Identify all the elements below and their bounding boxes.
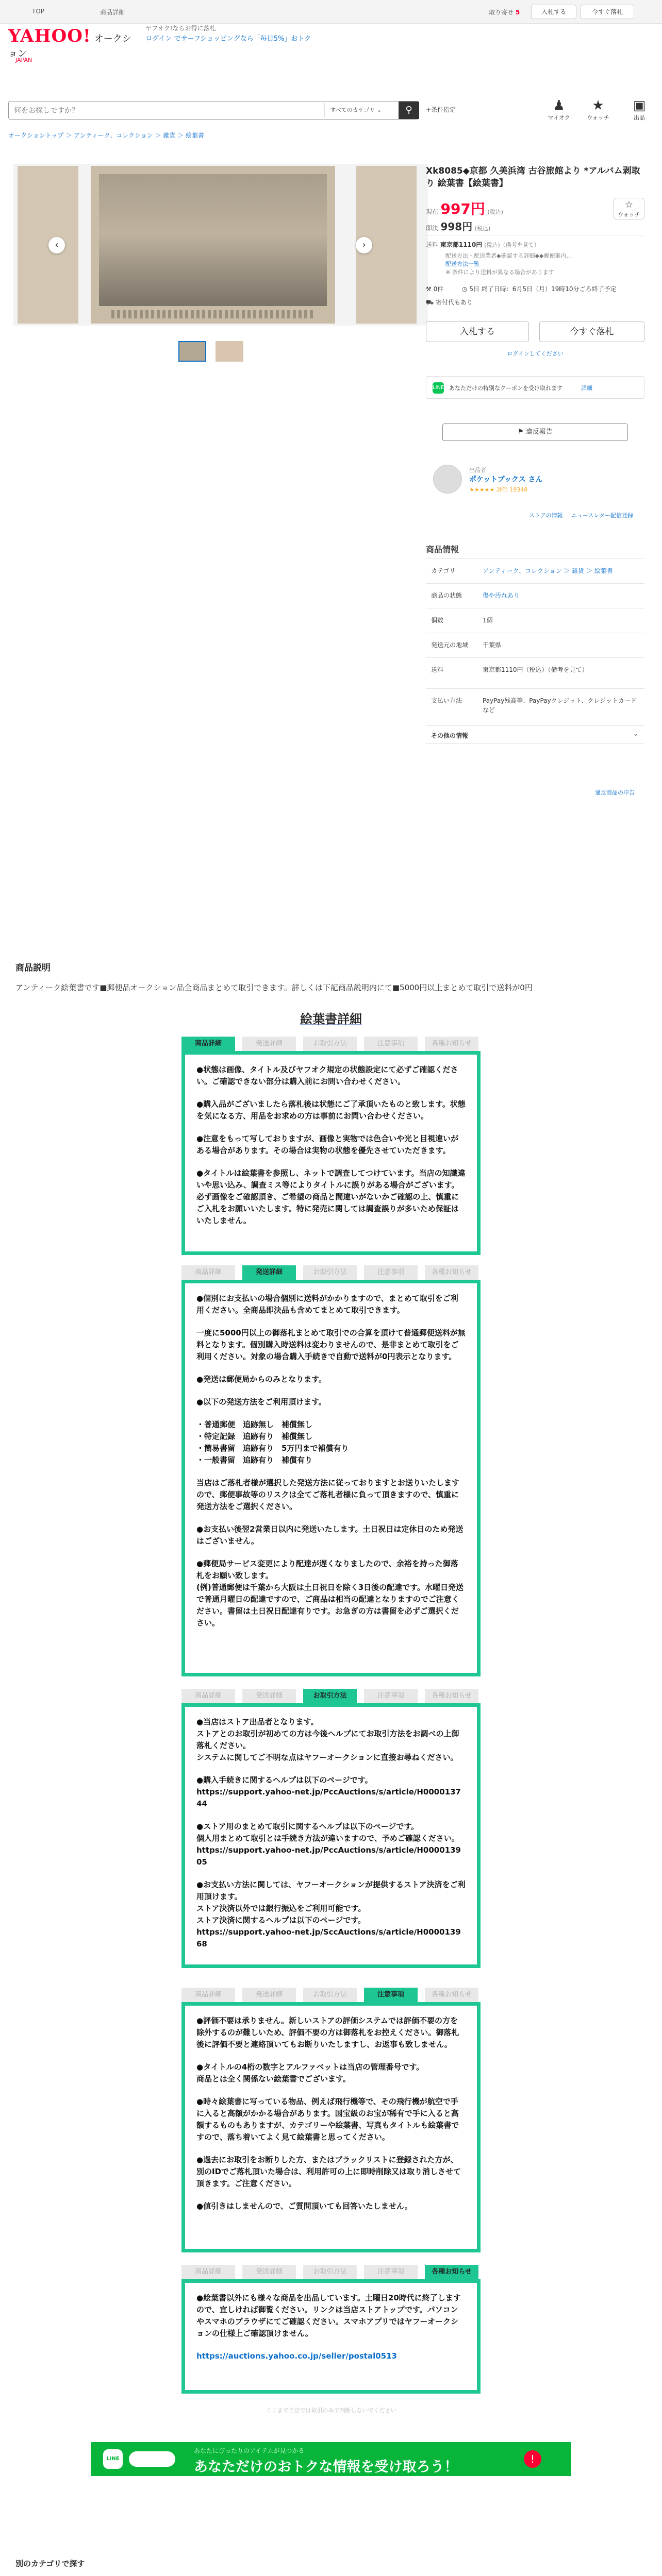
info-value: 東京都1110円（税込）（備考を見て） <box>483 666 588 673</box>
postcard-caption <box>111 310 315 318</box>
banner-line1: あなたにぴったりのアイテムが見つかる <box>194 2447 305 2454</box>
shipping-row <box>426 240 540 249</box>
seller-rating[interactable]: ★★★★★ 評価 19348 <box>469 486 528 493</box>
panel-paragraph: ●値引きはしませんので、ご質問頂いても回答いたしません。 <box>196 2201 412 2211</box>
top-bar <box>0 0 662 24</box>
time-left <box>462 284 617 293</box>
panel-paragraph: ●個別にお支払いの場合個別に送料がかかりますので、まとめて取引をご利用ください。全商品即決品も含めてまとめて取引できます。 <box>196 1294 458 1315</box>
panel-paragraph: ●購入品がございましたら落札後は状態にご了承頂いたものと致します。状態を気になる方、用品をお求めの方は事前にお問い合わせください。 <box>196 1099 466 1121</box>
product-label: 商品詳細 <box>100 9 125 16</box>
store-info-link[interactable]: ストアの情報 <box>529 512 563 519</box>
banner-exclaim: ! <box>524 2450 541 2468</box>
shipping-methods-link[interactable]: 配送方法一覧 <box>445 261 479 267</box>
logo-jp: JAPAN <box>15 57 32 63</box>
panel-paragraph: ・普通郵便 追跡無し 補償無し ・特定記録 追跡有り 補償無し ・簡易書留 追跡有り 5万円まで補償有り ・一般書留 追跡有り 補償有り <box>196 1420 349 1465</box>
shipping-from <box>426 298 473 307</box>
buyout-label: 即決 <box>426 225 439 232</box>
prev-image-preview[interactable] <box>18 166 78 324</box>
panel-paragraph: 当店はご落札者様が選択した発送方法に従っておりますとお送りいたしますので、郵便事故等のリスクは全てご落札者様に負って頂きますので、慎重に発送方法をご選択ください。 <box>196 1478 460 1511</box>
current-price-label: 現在 <box>426 208 439 215</box>
detail-title-text: 絵葉書詳細 <box>300 1012 362 1026</box>
panel-notices <box>181 2279 481 2394</box>
shipping-label: 送料 <box>426 241 439 248</box>
mypage-label: マイオク <box>548 114 570 121</box>
current-price-row <box>426 198 503 218</box>
chevron-left-icon: ‹ <box>55 240 59 250</box>
promo-banner[interactable] <box>91 2442 571 2476</box>
info-value: 1個 <box>483 617 493 624</box>
search-button[interactable] <box>399 101 419 119</box>
login-link[interactable]: ログインしてください <box>507 350 564 357</box>
panel-paragraph: 一度に5000円以上の御落札まとめて取引での合算を頂けて普通郵便送料が無料となります。個別購入時送料は変わりませんので、是非まとめて取引をご利用ください。対象の場合購入手続きで自動で送料が0円表示となります。 <box>196 1328 466 1361</box>
topbar-bid-button[interactable]: 入札する <box>531 5 576 19</box>
info-key: 支払い方法 <box>431 697 462 704</box>
info-row-category <box>426 558 644 583</box>
chevron-down-icon: ⌄ <box>376 107 382 113</box>
report-item-link[interactable]: 違反商品の申告 <box>595 789 635 796</box>
banner-line2: あなただけのおトクな情報を受け取ろう！ <box>194 2459 458 2475</box>
tab-trade[interactable]: お取引方法 <box>303 1265 357 1280</box>
seller-name[interactable]: ポケットブックス さん <box>469 476 543 484</box>
buyout-price-tax: (税込) <box>474 225 491 232</box>
current-price: 997円 <box>440 200 485 217</box>
mypage-button[interactable] <box>543 98 574 122</box>
tab-notes[interactable]: 注意事項 <box>364 1689 418 1703</box>
info-row-condition <box>426 583 644 608</box>
tab-bar <box>181 1988 481 2002</box>
tab-shipping[interactable]: 発送詳細 <box>242 1988 296 2002</box>
info-key: 発送元の地域 <box>431 641 469 649</box>
panel-paragraph: ●当店はストア出品者となります。 ストアとのお取引が初めての方は今後ヘルプにてお取引方法をお調べの上御落札ください。 システムに関してご不明な点はヤフーオークションに直接お尋ねください。 <box>196 1717 459 1762</box>
seller-card <box>426 460 644 519</box>
search-bar <box>8 101 419 120</box>
tab-shipping[interactable]: 発送詳細 <box>242 2265 296 2279</box>
panel-paragraph: ●注意をもって写しておりますが、画像と実物では色合いや光と目視違いがある場合があります。その場合は実物の状態を優先させていただきます。 <box>196 1134 459 1155</box>
info-value[interactable]: 傷や汚れあり <box>483 592 520 599</box>
shipping-value: 東京都1110円 <box>440 241 483 248</box>
tab-shipping[interactable]: 発送詳細 <box>242 1265 296 1280</box>
search-input[interactable] <box>9 101 323 119</box>
tab-notices[interactable]: 各種お知らせ <box>425 1689 478 1703</box>
panel-paragraph: ●状態は画像、タイトル及びヤフオク規定の状態設定にて必ずご確認ください。ご確認できない部分は購入前にお問い合わせください。 <box>196 1065 458 1086</box>
truck-icon: ⛟ <box>426 299 434 306</box>
info-key: 個数 <box>431 617 444 624</box>
chevron-right-icon: › <box>362 240 366 250</box>
panel-paragraph: ●発送は郵便局からのみとなります。 <box>196 1375 326 1384</box>
panel-paragraph-link[interactable]: ●ストア用のまとめて取引に関するヘルプは以下のページです。 個人用まとめて取引とは手続き方法が違いますので、予めご確認ください。 https://support.yahoo-net.jp/PccAuctions/s/article/H000013905 <box>196 1822 461 1867</box>
small-note: ここまで当店では取引のみで判断しないでください <box>266 2407 396 2414</box>
thumbnail-2[interactable] <box>216 341 243 362</box>
info-row-payment <box>426 688 644 725</box>
info-key: 送料 <box>431 666 444 673</box>
panel-paragraph: ●以下の発送方法をご利用頂けます。 <box>196 1397 326 1406</box>
gallery-prev-button[interactable] <box>48 237 65 253</box>
seller-avatar[interactable] <box>433 465 462 494</box>
panel-paragraph-link[interactable]: ●お支払い方法に関しては、ヤフーオークションが提供するストア決済をご利用頂けます。 ストア決済以外では銀行振込をご利用可能です。 ストア決済に関するヘルプは以下のページです。 https://support.yahoo-net.jp/SccAuctions/s/article/H000013968 <box>196 1880 466 1948</box>
info-value: PayPay残高等、PayPayクレジット、クレジットカードなど <box>483 697 637 714</box>
info-key: 商品の状態 <box>431 592 462 599</box>
panel-paragraph: ●過去にお取引をお断りした方、またはブラックリストに登録された方が、別のIDでご落札頂いた場合は、利用許可の上に即時削除又は取り消しさせて頂きます。ご注意ください。 <box>196 2155 461 2188</box>
breadcrumb[interactable]: オークショントップ ＞ アンティーク、コレクション ＞ 雑貨 ＞ 絵葉書 <box>8 132 204 139</box>
sell-button[interactable] <box>624 98 655 122</box>
yahoo-auction-logo[interactable] <box>8 26 132 63</box>
tab-item-detail[interactable]: 商品詳細 <box>181 1037 235 1051</box>
tab-trade[interactable]: お取引方法 <box>303 1988 357 2002</box>
bid-button[interactable]: 入札する <box>426 321 529 342</box>
report-button[interactable] <box>442 423 628 441</box>
logo-sub: オークション <box>8 33 131 59</box>
shipping-note: (税込)（備考を見て） <box>484 242 540 248</box>
info-value[interactable]: アンティーク、コレクション ＞ 雑貨 ＞ 絵葉書 <box>483 567 613 574</box>
tab-notices[interactable]: 各種お知らせ <box>425 2265 478 2279</box>
status-badge: 5 <box>515 9 520 16</box>
tab-item-detail[interactable]: 商品詳細 <box>181 2265 235 2279</box>
tab-notes[interactable]: 注意事項 <box>364 1265 418 1280</box>
flag-icon: ⚑ <box>518 428 524 436</box>
tab-trade[interactable]: お取引方法 <box>303 1689 357 1703</box>
other-info-toggle[interactable] <box>426 725 644 744</box>
top-link[interactable]: TOP <box>32 8 45 15</box>
tab-item-detail[interactable]: 商品詳細 <box>181 1988 235 2002</box>
watchlist-label: ウォッチ <box>587 114 609 121</box>
search-condition-link[interactable]: +条件指定 <box>426 106 456 113</box>
report-button-label: 違反報告 <box>525 428 553 436</box>
search-icon: ⚲ <box>405 105 412 115</box>
gallery-next-button[interactable] <box>356 237 372 253</box>
description-title: 商品説明 <box>15 963 51 973</box>
panel-trade <box>181 1703 481 1968</box>
panel-paragraph: ●タイトルの4桁の数字とアルファベットは当店の管理番号です。 商品とは全く関係ない絵葉書でございます。 <box>196 2062 424 2083</box>
postcard-photo <box>99 174 327 306</box>
coupon-detail-link[interactable]: 詳細 <box>581 385 592 392</box>
buy-now-button[interactable]: 今すぐ落札 <box>539 321 644 342</box>
tab-shipping[interactable]: 発送詳細 <box>242 1037 296 1051</box>
panel-paragraph: ●絵葉書以外にも様々な商品を出品しています。土曜日20時代に終了しますので、宜しければ御覧ください。リンクは当店ストアトップです。パソコンやスマホのブラウザにてご確認ください。スマホアプリではヤフーオークションの仕様上ご確認頂けません。 <box>196 2293 461 2338</box>
sell-label: 出品 <box>634 114 645 121</box>
watchlist-button[interactable] <box>583 98 614 122</box>
panel-paragraph: ●評価不要は承りません。新しいストアの評価システムでは評価不要の方を除外するのが難しいため、評価不要の方は御落札をお控えください。御落札後に評価不要と連絡頂いてもお断りいたしますし、お返事も致しません。 <box>196 2016 459 2049</box>
coupon-text: あなただけの特別なクーポンを受け取れます <box>449 385 562 392</box>
promo-login-link[interactable]: ログイン でサーフショッピングなら「毎日5%」おトク <box>145 35 311 43</box>
info-key: カテゴリ <box>431 567 456 574</box>
info-row-quantity <box>426 608 644 633</box>
tab-bar <box>181 1689 481 1703</box>
shipping-detail: 配送方法・配送業者◆確認する詳細◆◆郵便案内… <box>445 252 572 259</box>
seller-label: 出品者 <box>469 467 486 473</box>
thumbnail-1[interactable] <box>178 341 206 362</box>
topbar-buy-button[interactable]: 今すぐ落札 <box>581 5 634 19</box>
item-title: Xk8085◆京都 久美浜湾 古谷旅館より *アルバム剥取り 絵葉書【絵葉書】 <box>426 166 640 189</box>
detail-title <box>0 1009 662 1027</box>
tab-item-detail[interactable]: 商品詳細 <box>181 1265 235 1280</box>
login-status: 取り寄せ 5 <box>489 9 520 16</box>
coupon-banner[interactable] <box>426 376 644 399</box>
product-info-table <box>426 558 644 744</box>
watch-button[interactable] <box>614 198 644 219</box>
tab-bar <box>181 1037 481 1051</box>
clock-icon: ◷ <box>462 285 468 293</box>
buyout-price-row <box>426 218 490 233</box>
tab-notes[interactable]: 注意事項 <box>364 1988 418 2002</box>
category-select[interactable] <box>324 103 396 117</box>
panel-paragraph: ●お支払い後翌2営業日以内に発送いたします。土日祝日は定休日のため発送はございません。 <box>196 1524 464 1546</box>
tab-notices[interactable]: 各種お知らせ <box>425 1037 478 1051</box>
shipping-caution: ※ 条件により送料が異なる場合があります <box>445 269 554 276</box>
panel-paragraph: ●郵便局サービス変更により配達が遅くなりましたので、余裕を持った御落札をお願い致します。 (例)普通郵便は千葉から大阪は土日祝日を除く3日後の配達です。水曜日発送で普通月曜日の配達ですので、ご商品は相当の配達となりますのでご注意ください。書留は土日祝日配達有りです。お急ぎの方は書留を必ずご選択ください。 <box>196 1559 464 1628</box>
tab-shipping[interactable]: 発送詳細 <box>242 1689 296 1703</box>
current-price-tax: (税込) <box>487 209 503 215</box>
product-info-title: 商品情報 <box>426 545 459 554</box>
info-value: 千葉県 <box>483 641 502 649</box>
tab-trade[interactable]: お取引方法 <box>303 1037 357 1051</box>
line-icon: LINE <box>103 2449 123 2469</box>
shipping-from-value: 寄付代もあり <box>435 299 473 306</box>
panel-paragraph: ●タイトルは絵葉書を参照し、ネットで調査してつけています。当店の知識違いや思い込み、調査ミス等によりタイトルに誤りがある場合がございます。必ず画像をご確認頂き、ご希望の商品と間違いがないかご確認の上、慎重にご入札をお願いいたします。特に発売に関しては調査誤りが多いため保証はいたしません。 <box>196 1168 466 1225</box>
line-icon: LINE <box>433 382 444 394</box>
other-info-label: その他の情報 <box>431 732 469 739</box>
panel-paragraph: ●時々絵葉書に写っている物品、例えば飛行機等で、その飛行機が航空で手に入ると高額がかかる場合があります。国宝級のお宝が稀有で手に入ると高額するものもありますが、カテゴリーや絵葉書、写真もタイトルも絵葉書ですので、落ち着いてよく見て絵葉書と思ってください。 <box>196 2097 459 2142</box>
chevron-down-icon: ⌄ <box>633 730 638 737</box>
bid-count-value: 0件 <box>433 285 444 293</box>
star-icon: ★ <box>592 98 604 113</box>
panel-shipping <box>181 1280 481 1676</box>
info-row-shipping <box>426 657 644 688</box>
watch-label: ウォッチ <box>618 211 640 218</box>
buyout-price: 998円 <box>440 221 473 233</box>
hammer-icon: ⚒ <box>426 285 432 293</box>
chat-bubble-icon <box>129 2451 175 2467</box>
logo-text: YAHOO! <box>8 26 91 46</box>
person-icon: ♟ <box>553 98 565 113</box>
panel-notes <box>181 2002 481 2252</box>
panel-paragraph-link[interactable]: ●購入手続きに関するヘルプは以下のページです。 https://support.yahoo-net.jp/PccAuctions/s/article/H000013744 <box>196 1775 461 1808</box>
tab-trade[interactable]: お取引方法 <box>303 2265 357 2279</box>
tab-bar <box>181 1265 481 1280</box>
seller-store-link[interactable]: https://auctions.yahoo.co.jp/seller/postal0513 <box>196 2351 397 2361</box>
star-icon: ☆ <box>624 199 634 210</box>
category-select-value: すべてのカテゴリ <box>330 107 375 113</box>
tab-notices[interactable]: 各種お知らせ <box>425 1265 478 1280</box>
tab-bar <box>181 2265 481 2279</box>
tab-notices[interactable]: 各種お知らせ <box>425 1988 478 2002</box>
camera-icon: ▣ <box>633 98 646 113</box>
tab-item-detail[interactable]: 商品詳細 <box>181 1689 235 1703</box>
panel-item-detail <box>181 1051 481 1255</box>
other-categories-title: 別のカテゴリで探す <box>15 2559 85 2568</box>
time-left-value: 5日 終了日時：6月5日（月）19時10分ごろ終了予定 <box>469 285 617 293</box>
tab-notes[interactable]: 注意事項 <box>364 2265 418 2279</box>
main-product-image[interactable] <box>91 166 335 324</box>
bid-count <box>426 284 443 293</box>
info-row-ship-from <box>426 633 644 657</box>
newsletter-link[interactable]: ニュースレター配信登録 <box>571 512 634 519</box>
description-text: アンティーク絵葉書です■郵便品オークション品全商品まとめて取引できます。詳しくは下記商品説明内にて■5000円以上まとめて取引で送料が0円 <box>15 983 533 992</box>
tab-notes[interactable]: 注意事項 <box>364 1037 418 1051</box>
promo-line: ヤフオク!ならお得に落札 <box>145 25 216 32</box>
